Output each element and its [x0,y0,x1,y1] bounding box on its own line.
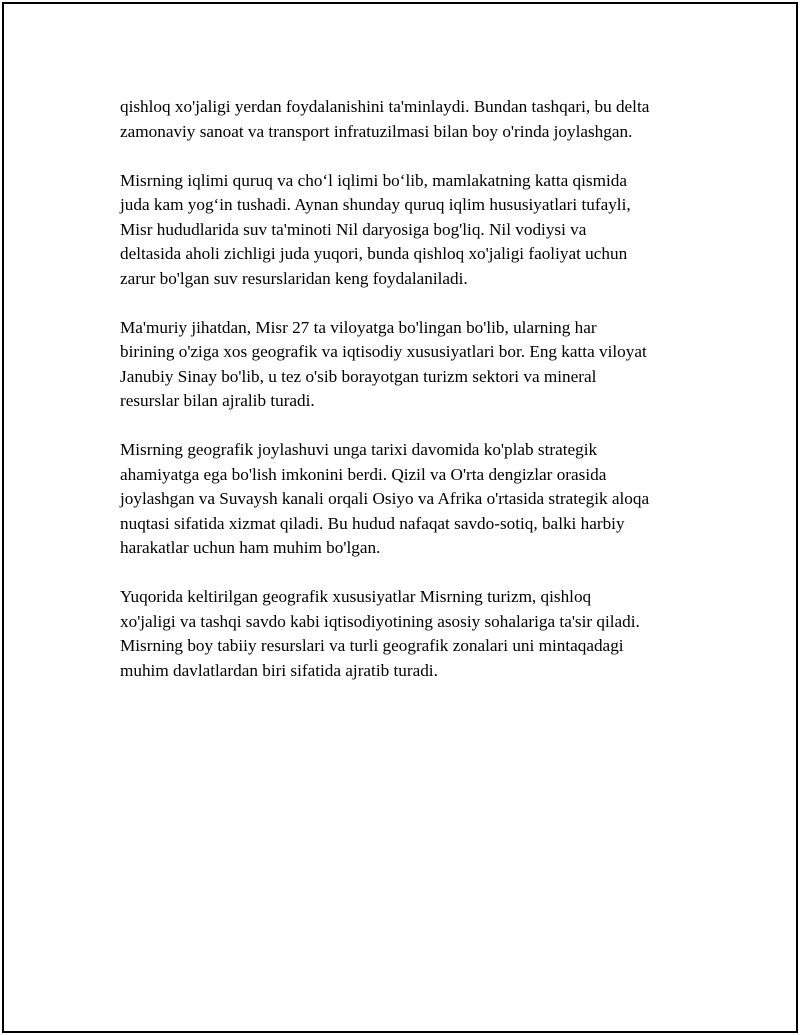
text-line: ahamiyatga ega bo'lish imkonini berdi. Qizil va O'rta dengizlar orasida [120,464,607,484]
text-line: qishloq xo'jaligi yerdan foydalanishini ta'minlaydi. Bundan tashqari, bu delta [120,97,650,116]
text-line: Misrning geografik joylashuvi unga tarixi davomida ko'plab strategik [120,440,598,459]
text-line: Misr hududlarida suv ta'minoti Nil daryosiga bog'liq. Nil vodiysi va [120,219,587,239]
text-line: joylashgan va Suvaysh kanali orqali Osiyo va Afrika o'rtasida strategik aloqa [120,489,650,508]
paragraph-2 [120,169,700,292]
text-line: harakatlar uchun ham muhim bo'lgan. [120,538,381,557]
text-line: deltasida aholi zichligi juda yuqori, bunda qishloq xo'jaligi faoliyat uchun [120,244,628,263]
text-line: muhim davlatlardan biri sifatida ajratib turadi. [120,660,438,680]
document-page [2,2,798,1033]
text-line: zarur bo'lgan suv resurslaridan keng foydalaniladi. [120,268,468,288]
text-line: Janubiy Sinay bo'lib, u tez o'sib borayotgan turizm sektori va mineral [120,366,597,386]
text-line: xo'jaligi va tashqi savdo kabi iqtisodiyotining asosiy sohalariga ta'sir qiladi. [120,611,640,631]
text-line: juda kam yog‘in tushadi. Aynan shunday quruq iqlim hususiyatlari tufayli, [120,195,631,214]
text-line: Yuqorida keltirilgan geografik xususiyatlar Misrning turizm, qishloq [120,587,592,606]
paragraph-1 [120,95,700,144]
text-line: zamonaviy sanoat va transport infratuzilmasi bilan boy o'rinda joylashgan. [120,121,633,141]
document-body [120,95,700,708]
text-line: nuqtasi sifatida xizmat qiladi. Bu hudud nafaqat savdo-sotiq, balki harbiy [120,513,625,533]
text-line: Ma'muriy jihatdan, Misr 27 ta viloyatga bo'lingan bo'lib, ularning har [120,317,597,337]
text-line: resurslar bilan ajralib turadi. [120,391,315,410]
text-line: birining o'ziga xos geografik va iqtisodiy xususiyatlari bor. Eng katta viloyat [120,342,647,361]
paragraph-3 [120,316,700,414]
paragraph-4 [120,438,700,561]
paragraph-5 [120,585,700,683]
text-line: Misrning iqlimi quruq va cho‘l iqlimi bo‘lib, mamlakatning katta qismida [120,170,627,190]
text-line: Misrning boy tabiiy resurslari va turli geografik zonalari uni mintaqadagi [120,636,624,655]
